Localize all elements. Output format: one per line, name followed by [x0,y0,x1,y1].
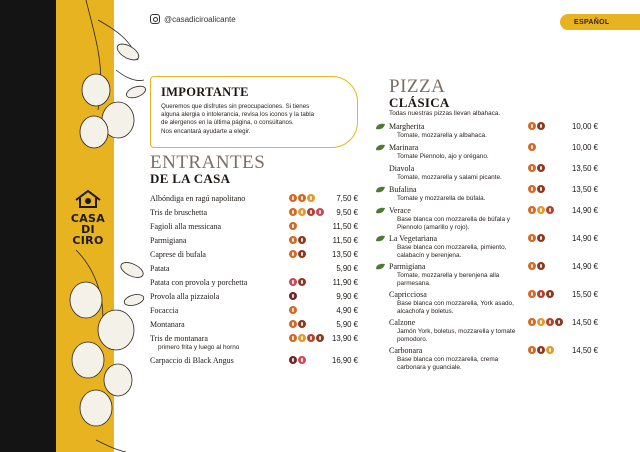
allergen-icons [528,346,554,354]
pizza-name: Carbonara [389,346,423,355]
entrante-name: Tris de montanara [150,334,208,343]
entrante-row [150,292,360,304]
pizza-price: 14,90 € [572,206,599,215]
allergen-icons [528,206,554,214]
allergen-icon [289,306,297,314]
pizza-name: Calzone [389,318,416,327]
allergen-icon [528,318,536,326]
entrante-row [150,334,360,351]
allergen-icon [537,122,545,130]
allergen-icon [546,318,554,326]
allergen-icon [528,346,536,354]
entrante-name: Carpaccio di Black Angus [150,356,234,365]
casa-di-ciro-logo [64,188,112,246]
pizza-title-line2: CLÁSICA [389,95,450,110]
entrante-price: 9,50 € [336,208,358,217]
pizza-price: 10,00 € [572,143,599,152]
pizza-description: Base blanca con mozzarella, pimiento, calabacín y berenjena. [397,244,507,259]
allergen-icon [528,122,536,130]
pizza-description: Tomate Piennolo, ajo y orégano. [397,153,489,160]
allergen-icon [289,320,297,328]
allergen-icon [546,290,554,298]
entrante-note: primero frita y luego al horno [158,344,240,351]
allergen-icon [316,334,324,342]
vegetarian-leaf-icon [375,144,386,151]
allergen-icon [537,290,545,298]
pizza-description: Tomate, mozzarella y berenjena alla parmesana. [397,272,500,287]
entrante-name: Tris de bruschetta [150,208,208,217]
allergen-icon [289,334,297,342]
allergen-icon [289,250,297,258]
allergen-icon [289,278,297,286]
vegetarian-leaf-icon [375,263,386,270]
allergen-icon [537,164,545,172]
pizza-price: 13,50 € [572,185,599,194]
left-dark-strip [0,0,56,452]
allergen-icon [289,194,297,202]
entrante-name: Albóndiga en ragú napolitano [150,194,246,203]
logo-line-1: CASA [70,212,106,225]
important-line: alguna alergia o intolerancia, revisa los iconos y la tabla [161,111,315,119]
allergen-icons [289,356,306,364]
entrante-price: 11,50 € [332,236,358,245]
pizza-price: 15,50 € [572,290,599,299]
entrante-name: Patata [150,264,170,273]
entrante-price: 7,50 € [336,194,358,203]
allergen-icon [537,185,545,193]
allergen-icon [537,346,545,354]
allergen-icon [546,346,554,354]
pizza-title-line1: PIZZA [389,76,446,97]
entrante-price: 9,90 € [336,292,358,301]
pizza-description: Base blanca con mozzarella, York asado, alcachofa y boletus. [397,300,514,315]
allergen-icons [528,262,545,270]
entrante-name: Caprese di bufala [150,250,206,259]
entrantes-title-line2: DE LA CASA [150,171,231,186]
entrante-price: 5,90 € [336,320,358,329]
pizza-name: Diavola [389,164,415,173]
allergen-icons [289,306,297,314]
allergen-icons [528,290,554,298]
pizza-price: 13,50 € [572,164,599,173]
allergen-icon [289,208,297,216]
vegetarian-leaf-icon [375,186,386,193]
allergen-icon [537,262,545,270]
allergen-icons [528,318,563,326]
entrante-row [150,264,360,276]
entrante-row [150,306,360,318]
important-box [150,76,358,148]
entrante-row [150,208,360,220]
important-line: Queremos que disfrutes sin preocupaciones. Si tienes [161,103,310,110]
important-title: IMPORTANTE [161,85,249,99]
allergen-icon [537,234,545,242]
entrante-price: 11,50 € [332,222,358,231]
allergen-icon [298,250,306,258]
entrante-name: Parmigiana [150,236,187,245]
pizza-heading [389,78,450,110]
allergen-icon [298,334,306,342]
entrante-row [150,320,360,332]
entrante-row [150,356,360,368]
important-line: de alergenos en la última página, o consúltanos. [161,119,294,127]
entrante-price: 16,90 € [331,356,358,365]
pizza-name: Marinara [389,143,419,152]
pizza-description: Base blanca con mozzarella, crema carbonara y guanciale. [397,356,499,371]
pizza-name: Bufalina [389,185,417,194]
allergen-icon [298,208,306,216]
instagram-icon [150,14,160,24]
pizza-price: 14,50 € [572,346,599,355]
house-icon [73,188,103,208]
entrante-name: Montanara [150,320,185,329]
allergen-icons [528,122,545,130]
logo-line-2: DI CIRO [72,223,104,247]
allergen-icons [289,320,306,328]
pizza-description: Tomate, mozzarella y salami picante. [397,174,502,181]
entrante-row [150,278,360,290]
entrante-row [150,250,360,262]
instagram-handle[interactable] [150,14,236,24]
allergen-icon [307,208,315,216]
entrante-row [150,222,360,234]
allergen-icons [289,236,306,244]
pizza-description: Base blanca con mozzarella de búfala y Piennolo (amarillo y rojo). [397,216,510,231]
pizza-price: 14,90 € [572,262,599,271]
pizza-name: Parmigiana [389,262,426,271]
pizza-name: Capricciosa [389,290,427,299]
vegetarian-leaf-icon [375,235,386,242]
allergen-icons [528,164,545,172]
allergen-icon [537,318,545,326]
important-line: Nos encantará ayudarte a elegir. [161,127,251,135]
allergen-icons [528,234,545,242]
vegetarian-leaf-icon [375,123,386,130]
entrante-price: 4,90 € [336,306,358,315]
allergen-icon [555,318,563,326]
entrante-row [150,194,360,206]
allergen-icons [289,208,324,216]
pizza-name: Verace [389,206,411,215]
allergen-icons [289,250,306,258]
pizza-price: 14,50 € [572,318,599,327]
allergen-icon [298,236,306,244]
allergen-icon [289,222,297,230]
language-badge[interactable]: ESPAÑOL [560,14,640,30]
entrante-price: 5,90 € [336,264,358,273]
entrantes-title-line1: ENTRANTES [150,152,266,173]
allergen-icon [528,206,536,214]
allergen-icon [307,194,315,202]
entrante-name: Fagioli alla messicana [150,222,222,231]
allergen-icon [298,356,306,364]
allergen-icons [289,334,324,342]
instagram-text: @casadiciroalicante [164,14,236,24]
allergen-icon [528,164,536,172]
allergen-icon [546,206,554,214]
entrante-name: Provola alla pizzaiola [150,292,220,301]
allergen-icon [298,320,306,328]
pizza-price: 14,90 € [572,234,599,243]
pizza-price: 10,00 € [572,122,599,131]
pizza-name: Margherita [389,122,425,131]
pizza-name: La Vegetariana [389,234,438,243]
allergen-icon [528,185,536,193]
allergen-icon [307,334,315,342]
entrante-name: Patata con provola y porchetta [150,278,248,287]
entrante-row [150,236,360,248]
allergen-icon [528,143,536,151]
allergen-icon [289,236,297,244]
pizza-description: Jamón York, boletus, mozzarella y tomate pomodoro. [397,328,516,343]
allergen-icon [298,278,306,286]
pizza-description: Tomate y mozzarella de búfala. [397,195,486,202]
allergen-icon [528,290,536,298]
vegetarian-leaf-icon [375,207,386,214]
allergen-icon [528,234,536,242]
entrantes-heading [150,154,265,186]
allergen-icons [289,194,315,202]
allergen-icons [289,278,306,286]
allergen-icons [528,185,545,193]
entrante-price: 13,50 € [331,250,358,259]
pizza-description: Tomate, mozzarella y albahaca. [397,132,487,139]
pizza-note: Todas nuestras pizzas llevan albahaca. [389,110,501,117]
allergen-icon [537,206,545,214]
allergen-icons [289,292,297,300]
allergen-icon [316,208,324,216]
allergen-icon [298,194,306,202]
entrante-name: Focaccia [150,306,179,315]
allergen-icon [289,292,297,300]
allergen-icons [528,143,536,151]
entrante-price: 11,90 € [332,278,358,287]
entrante-price: 13,90 € [331,334,358,343]
important-text [161,103,347,136]
allergen-icon [289,356,297,364]
allergen-icon [528,262,536,270]
allergen-icons [289,222,297,230]
